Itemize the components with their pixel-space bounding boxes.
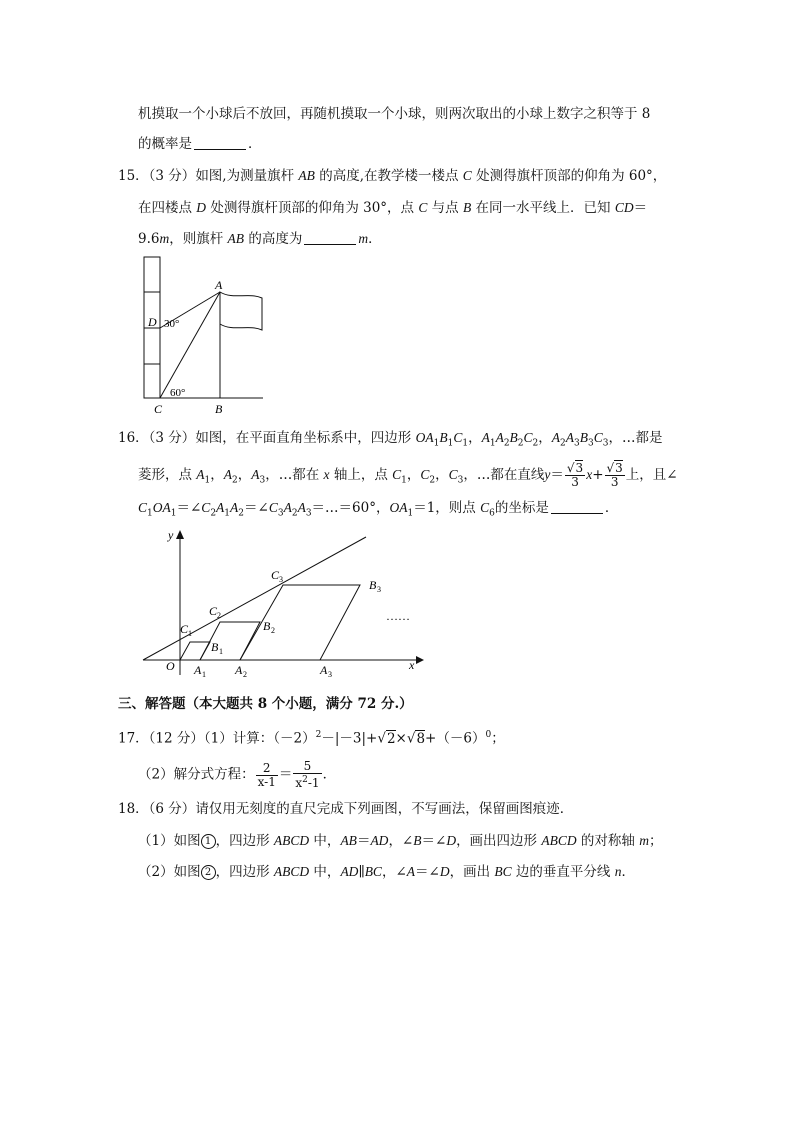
- label-angle-30: 30°: [164, 318, 180, 330]
- svg-text:C: C: [271, 568, 280, 582]
- svg-text:B: B: [369, 578, 377, 592]
- svg-text:1: 1: [219, 647, 223, 656]
- svg-text:2: 2: [243, 670, 247, 679]
- svg-text:3: 3: [377, 585, 381, 594]
- origin-label: O: [166, 659, 175, 673]
- q18-line1: 18．（6 分）请仅用无刻度的直尺完成下列画图，不写画法，保留画图痕迹．: [118, 801, 574, 817]
- svg-text:B: B: [211, 640, 219, 654]
- section-3-title: 三、解答题（本大题共 8 个小题，满分 72 分.）: [118, 696, 413, 712]
- svg-text:A: A: [235, 663, 243, 677]
- answer-blank-14[interactable]: [194, 135, 246, 150]
- flag: [220, 292, 262, 330]
- q15-line2: 在四楼点 D 处测得旗杆顶部的仰角为 30°，点 C 与点 B 在同一水平线上．已知 CD＝: [138, 200, 648, 216]
- q18-line2: （1）如图 1 ，四边形 ABCD 中，AB＝AD，∠B＝∠D，画出四边形 ABCD 的对称轴 m；: [138, 833, 663, 849]
- svg-text:1: 1: [202, 670, 206, 679]
- svg-text:A: A: [320, 663, 328, 677]
- answer-blank-15[interactable]: [304, 230, 356, 245]
- x-axis-label: x: [409, 658, 415, 672]
- svg-text:C: C: [209, 604, 218, 618]
- label-B: B: [215, 402, 223, 416]
- svg-text:A: A: [194, 663, 202, 677]
- q16-line2: 菱形，点 $A_1$，$A_2$，$A_3$，…都在 x 轴上，点 $C_1$，$C_2$，$C_3$，…都在直线y＝ $\frac{√3}{3}$ x+ $\frac{√3}{3}$ 上，且∠: [138, 461, 678, 489]
- q16-line3: $C_1OA_1=\angle C_2A_1A_2=\angle C_3A_2A_3=\dots=60^\circ$，$OA_1=1$，则点 $C_6$的坐标是 ．: [138, 500, 619, 519]
- q18-line3: （2）如图 2 ，四边形 ABCD 中，AD∥BC，∠A＝∠D，画出 BC 边的垂直平分线 n．: [138, 864, 635, 880]
- label-A: A: [215, 278, 223, 292]
- svg-text:3: 3: [328, 670, 332, 679]
- ellipsis: ……: [386, 609, 410, 623]
- svg-text:1: 1: [188, 629, 192, 638]
- y-axis-label: y: [168, 528, 174, 542]
- q15-figure: [138, 250, 278, 420]
- q16-figure: [138, 525, 428, 680]
- q17-line2: （2）解分式方程： $\frac{2}{x-1}$ ＝ $\frac{5}{x^2-1}$ ．: [138, 759, 337, 790]
- q17-line1: 17．（12 分）（1）计算：$(-2)^2-|-3|+√2\times√8+(-6)^0$；: [118, 730, 505, 747]
- rhombus-1: [180, 642, 210, 660]
- svg-text:2: 2: [271, 626, 275, 635]
- svg-text:C: C: [180, 622, 189, 636]
- q15-line3: 9.6m，则旗杆 AB 的高度为 m．: [138, 231, 382, 247]
- svg-text:B: B: [263, 619, 271, 633]
- label-C: C: [154, 402, 163, 416]
- svg-text:2: 2: [217, 611, 221, 620]
- answer-blank-16[interactable]: [551, 499, 603, 514]
- q15-line1: 15．（3 分）如图,为测量旗杆 AB 的高度,在教学楼一楼点 C 处测得旗杆顶部的仰角为 60°，: [118, 168, 667, 184]
- label-angle-60: 60°: [170, 387, 186, 399]
- q14-line2: 的概率是 ．: [138, 136, 262, 152]
- q16-line1: 16．（3 分）如图，在平面直角坐标系中，四边形 $OA_1B_1C_1$，$A_1A_2B_2C_2$，$A_2A_3B_3C_3$，…都是: [118, 430, 663, 449]
- q14-line1: 机摸取一个小球后不放回，再随机摸取一个小球，则两次取出的小球上数字之积等于 8: [138, 106, 651, 122]
- label-D: D: [148, 315, 157, 329]
- line-y: [143, 537, 366, 660]
- svg-text:3: 3: [279, 575, 283, 584]
